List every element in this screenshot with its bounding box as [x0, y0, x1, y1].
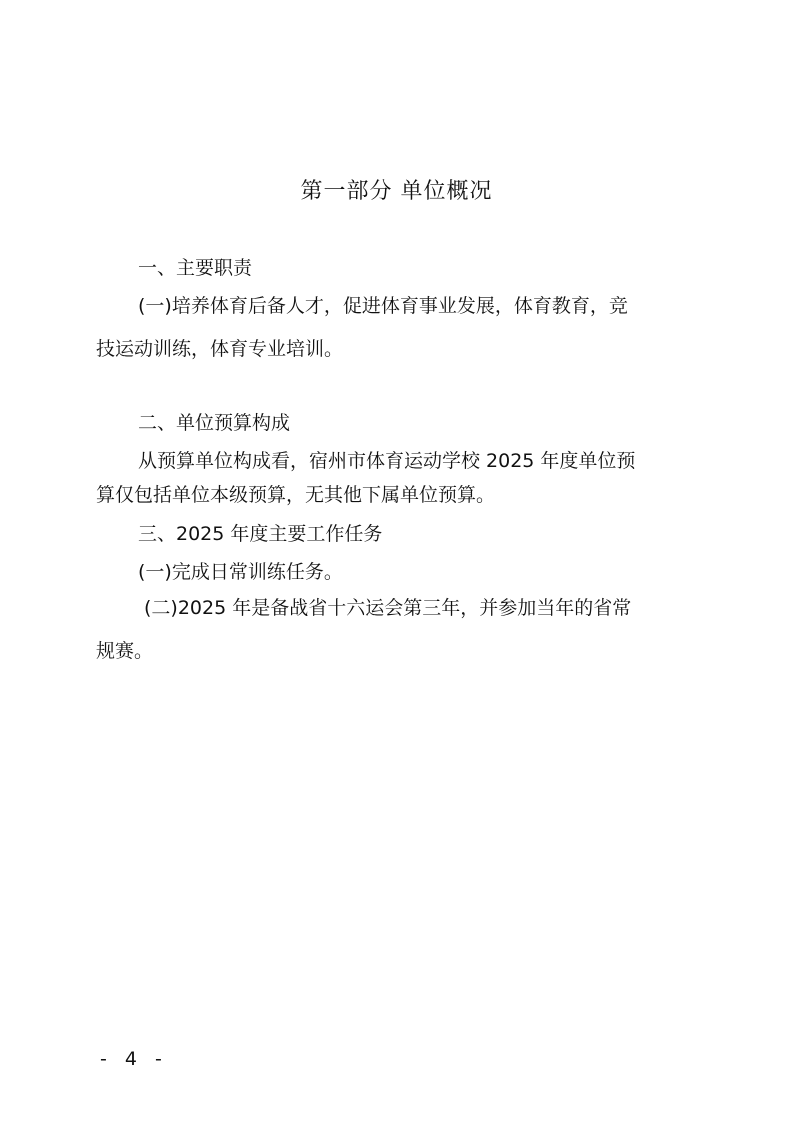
section-heading-duties: 一、主要职责 — [138, 257, 253, 279]
page-number: - 4 - — [100, 1048, 168, 1070]
section-heading-main-tasks: 三、2025 年度主要工作任务 — [138, 523, 383, 545]
page-title: 第一部分 单位概况 — [300, 179, 493, 204]
budget-paragraph-line1: 从预算单位构成看，宿州市体育运动学校 2025 年度单位预 — [138, 450, 636, 472]
duties-paragraph-line1: (一)培养体育后备人才，促进体育事业发展，体育教育，竞 — [138, 295, 628, 317]
duties-paragraph-line2: 技运动训练，体育专业培训。 — [96, 338, 344, 360]
task-item-2-line2: 规赛。 — [96, 640, 154, 662]
task-item-1: (一)完成日常训练任务。 — [138, 561, 343, 583]
section-heading-budget-composition: 二、单位预算构成 — [138, 412, 291, 434]
budget-paragraph-line2: 算仅包括单位本级预算，无其他下属单位预算。 — [96, 484, 496, 506]
task-item-2-line1: (二)2025 年是备战省十六运会第三年，并参加当年的省常 — [144, 597, 632, 619]
